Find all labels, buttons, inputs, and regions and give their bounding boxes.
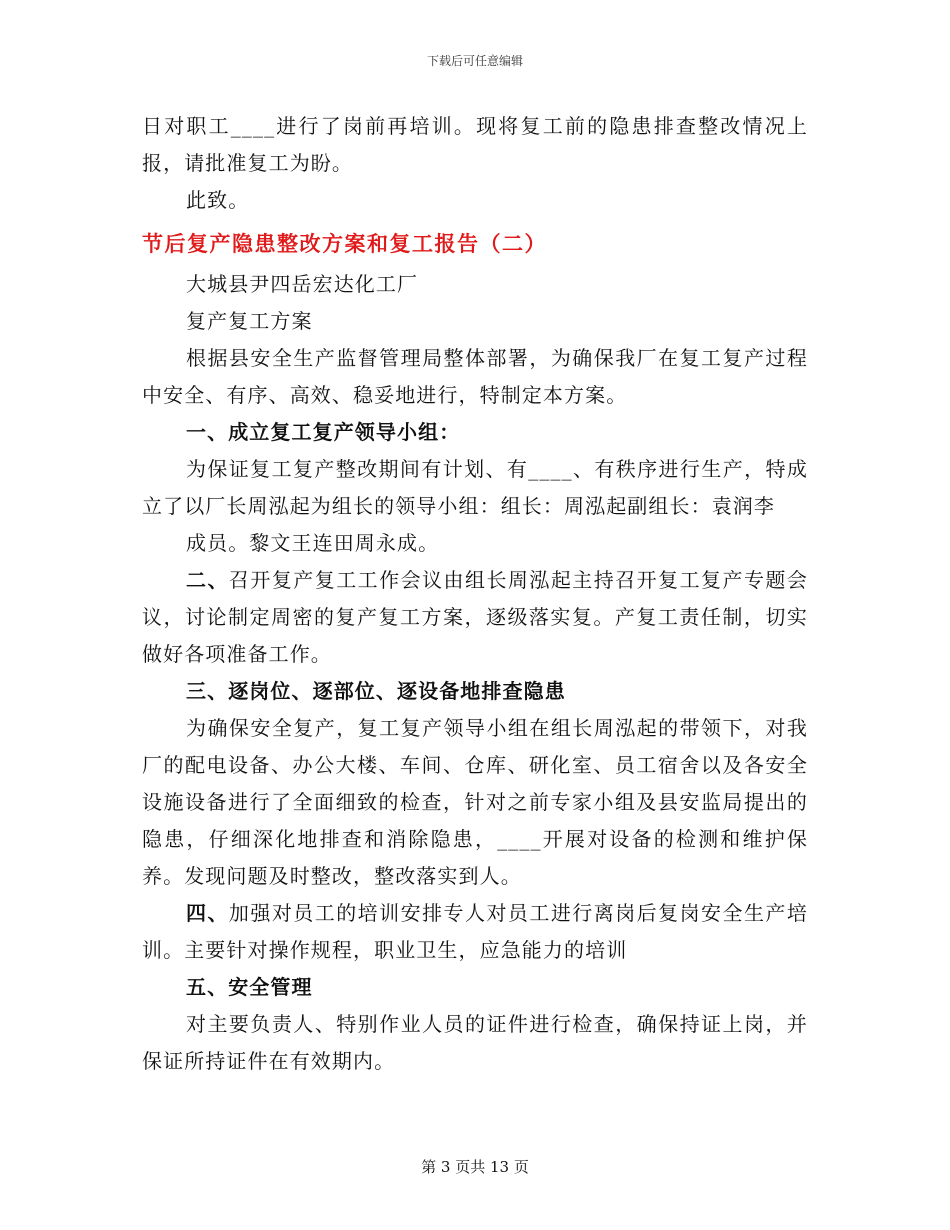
paragraph-closing: 此致。 <box>186 188 250 212</box>
section-2-text: 召开复产复工工作会议由组长周泓起主持召开复工复产专题会议，讨论制定周密的复产复工方案，逐级落实复。产复工责任制，切实做好各项准备工作。 <box>142 568 808 666</box>
paragraph-intro: 根据县安全生产监督管理局整体部署，为确保我厂在复工复产过程中安全、有序、高效、稳妥地进行，特制定本方案。 <box>142 346 808 407</box>
section-heading-2: 二、 <box>186 568 229 592</box>
section-heading-1: 一、成立复工复产领导小组： <box>186 420 461 444</box>
page-header: 下载后可任意编辑 <box>426 54 523 68</box>
paragraph-section-5: 对主要负责人、特别作业人员的证件进行检查，确保持证上岗，并保证所持证件在有效期内。 <box>142 1012 808 1073</box>
paragraph-section-4 <box>142 895 808 969</box>
document-body <box>142 108 808 1080</box>
paragraph-section-3: 为确保安全复产，复工复产领导小组在组长周泓起的带领下，对我厂的配电设备、办公大楼、车间、仓库、研化室、员工宿舍以及各安全设施设备进行了全面细致的检查，针对之前专家小组及县安监局提出的隐患，仔细深化地排查和消除隐患，____开展对设备的检测和维护保养。发现问题及时整改，整改落实到人。 <box>142 716 808 888</box>
section-heading-3: 三、逐岗位、逐部位、逐设备地排查隐患 <box>186 679 566 703</box>
page-footer: 第 3 页共 13 页 <box>421 1158 529 1176</box>
paragraph-continuation: 日对职工____进行了岗前再培训。现将复工前的隐患排查整改情况上报，请批准复工为盼。 <box>142 114 808 175</box>
section-heading-4: 四、 <box>186 901 229 925</box>
plan-subtitle: 复产复工方案 <box>186 309 313 333</box>
paragraph-section-1: 为保证复工复产整改期间有计划、有____、有秩序进行生产，特成立了以厂长周泓起为组长的领导小组：组长：周泓起副组长：袁润李 <box>142 457 808 518</box>
company-name: 大城县尹四岳宏达化工厂 <box>186 272 419 296</box>
section-heading-5: 五、安全管理 <box>186 975 313 999</box>
paragraph-members: 成员。黎文王连田周永成。 <box>186 531 440 555</box>
document-title: 节后复产隐患整改方案和复工报告（二） <box>142 231 547 256</box>
paragraph-section-2 <box>142 562 808 673</box>
section-4-text: 加强对员工的培训安排专人对员工进行离岗后复岗安全生产培训。主要针对操作规程，职业卫生，应急能力的培训 <box>142 901 808 962</box>
